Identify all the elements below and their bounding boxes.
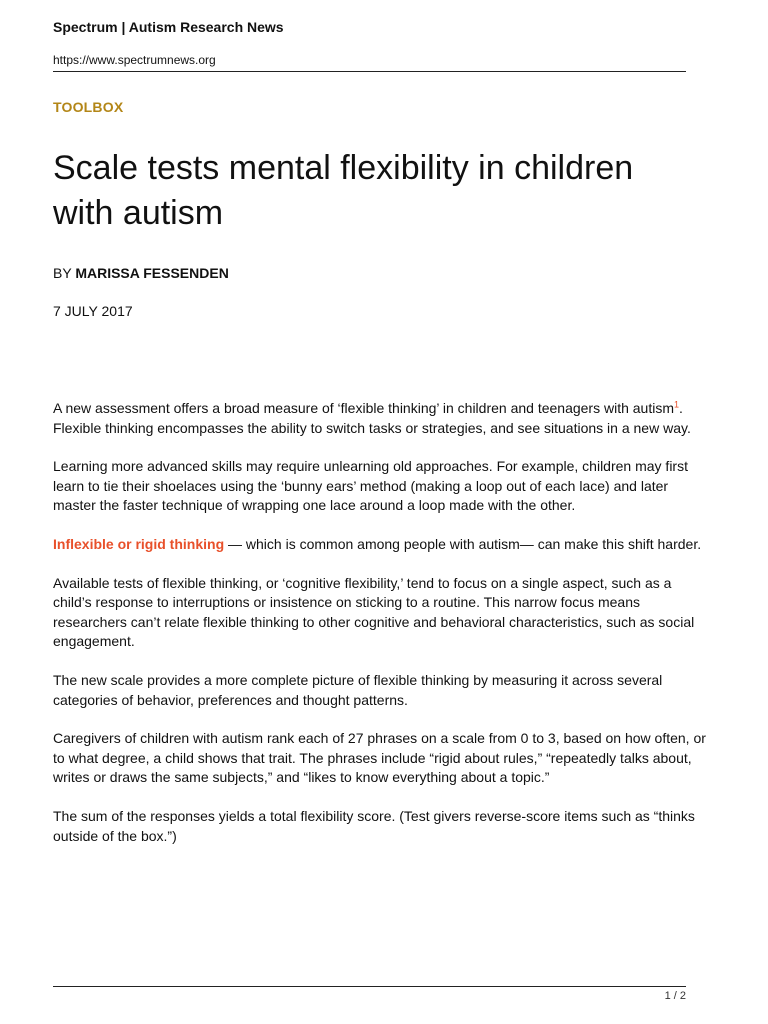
paragraph: Learning more advanced skills may require unlearning old approaches. For example, children may first learn to tie their shoelaces using the ‘bunny ears’ method (making a loop out of each lace) and later master the faster technique of wrapping one lace around a loop made with the other. [53,458,688,514]
site-header [53,18,686,68]
inflexible-thinking-link[interactable]: Inflexible or rigid thinking [53,535,225,552]
reference-link[interactable]: 1 [674,399,680,410]
paragraph-text: A new assessment offers a broad measure of ‘flexible thinking’ in children and teenagers with autism [53,400,675,416]
site-name: Spectrum | Autism Research News [53,19,284,35]
byline [53,264,229,282]
header-divider [53,71,686,72]
section-label: TOOLBOX [53,99,124,115]
paragraph-text: . Flexible thinking encompasses the ability to switch tasks or strategies, and see situations in a new way. [53,400,691,436]
site-url[interactable]: https://www.spectrumnews.org [53,53,216,67]
page-number: 1 / 2 [664,990,686,1002]
paragraph: The sum of the responses yields a total flexibility score. (Test givers reverse-score items such as “thinks outside of the box.”) [53,807,695,844]
paragraph-text: — which is common among people with autism— can make this shift harder. [224,535,702,552]
byline-prefix: BY [53,265,76,281]
paragraph [53,535,713,555]
paragraph: Caregivers of children with autism rank each of 27 phrases on a scale from 0 to 3, based on how often, or to what degree, a child shows that trait. The phrases include “rigid about rules,” “repeatedly talks about, writes or draws the same subjects,” and “likes to know everything about a topic.” [53,730,706,786]
publish-date: 7 JULY 2017 [53,303,133,319]
paragraph [53,399,713,438]
paragraph: Available tests of flexible thinking, or ‘cognitive flexibility,’ tend to focus on a single aspect, such as a child’s response to interruptions or insistence on sticking to a routine. This narrow focus means researchers can’t relate flexible thinking to other cognitive and behavioral characteristics, such as social engagement. [53,574,695,650]
article-body [53,399,713,865]
paragraph: The new scale provides a more complete picture of flexible thinking by measuring it across several categories of behavior, preferences and thought patterns. [53,671,663,708]
footer-divider [53,986,686,987]
article-title: Scale tests mental flexibility in children with autism [53,149,634,232]
author-name: MARISSA FESSENDEN [75,265,229,281]
